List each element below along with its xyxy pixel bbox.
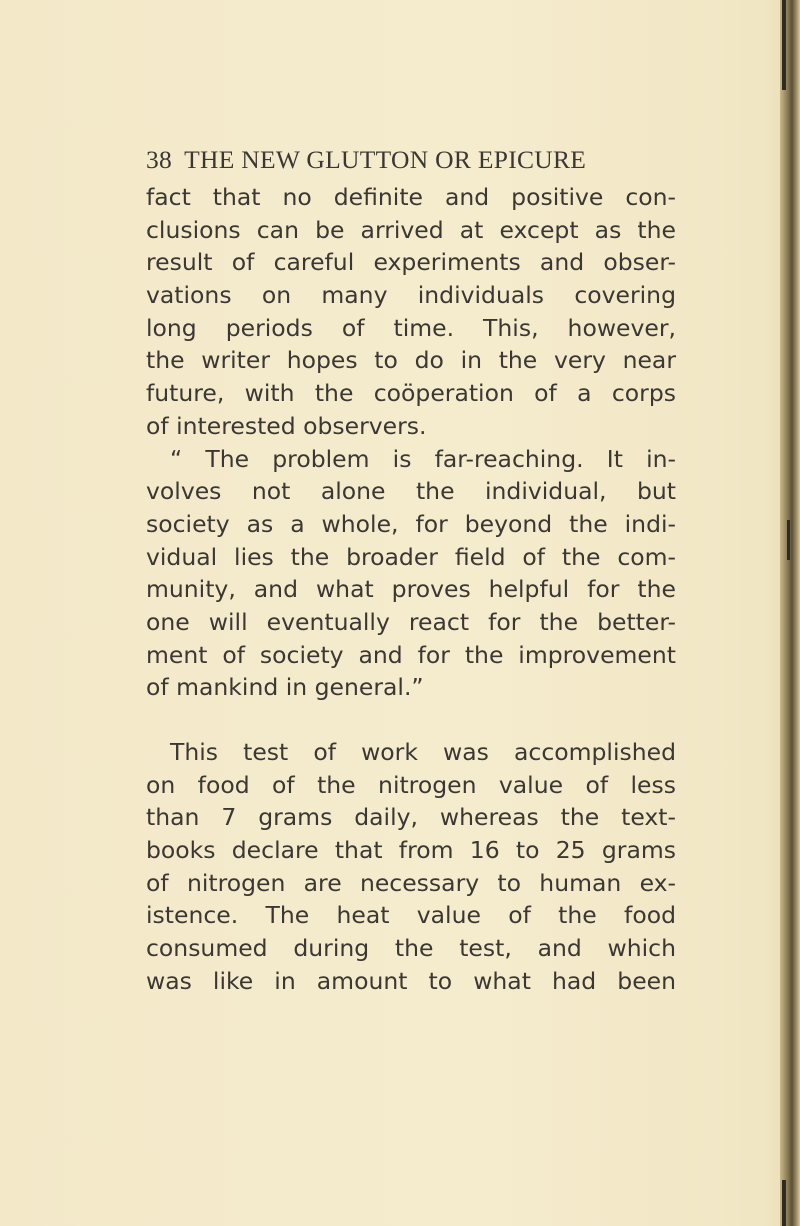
paragraph-1 bbox=[146, 181, 676, 443]
text-line: result of careful experiments and obser- bbox=[146, 248, 676, 277]
paragraph-gap bbox=[146, 704, 676, 736]
paragraph-3 bbox=[146, 736, 676, 998]
paragraph-2 bbox=[146, 443, 676, 705]
text-line: one will eventually react for the better- bbox=[146, 607, 676, 636]
text-line: the writer hopes to do in the very near bbox=[146, 346, 676, 375]
text-line: than 7 grams daily, whereas the text- bbox=[146, 803, 676, 832]
text-line: books declare that from 16 to 25 grams bbox=[146, 836, 676, 865]
text-line: on food of the nitrogen value of less bbox=[146, 770, 676, 799]
text-line: was like in amount to what had been bbox=[146, 966, 676, 995]
book-spine-edge bbox=[780, 0, 800, 1226]
text-line: “ The problem is far-reaching. It in- bbox=[170, 444, 676, 473]
text-line: fact that no definite and positive con- bbox=[146, 183, 676, 211]
spine-shadow bbox=[782, 1180, 786, 1226]
spine-shadow bbox=[787, 520, 790, 560]
text-line: of interested observers. bbox=[146, 411, 427, 440]
text-line: society as a whole, for beyond the indi- bbox=[146, 509, 676, 538]
text-line: of mankind in general.” bbox=[146, 673, 424, 702]
text-line: consumed during the test, and which bbox=[146, 934, 676, 963]
text-line: of nitrogen are necessary to human ex- bbox=[146, 868, 676, 897]
text-line: vations on many individuals covering bbox=[146, 281, 676, 310]
page-number: 38 bbox=[146, 145, 173, 174]
text-line: clusions can be arrived at except as the bbox=[146, 215, 676, 244]
text-line: ment of society and for the improvement bbox=[146, 640, 676, 669]
page-body bbox=[146, 181, 676, 998]
text-line: This test of work was accomplished bbox=[170, 738, 676, 766]
running-title: THE NEW GLUTTON OR EPICURE bbox=[184, 145, 587, 174]
running-header bbox=[146, 145, 666, 175]
text-line: long periods of time. This, however, bbox=[146, 313, 676, 342]
text-line: vidual lies the broader field of the com- bbox=[146, 542, 676, 571]
text-line: munity, and what proves helpful for the bbox=[146, 575, 676, 604]
text-line: future, with the coöperation of a corps bbox=[146, 379, 676, 408]
text-line: istence. The heat value of the food bbox=[146, 901, 676, 930]
spine-shadow bbox=[782, 0, 786, 90]
text-line: volves not alone the individual, but bbox=[146, 477, 676, 506]
